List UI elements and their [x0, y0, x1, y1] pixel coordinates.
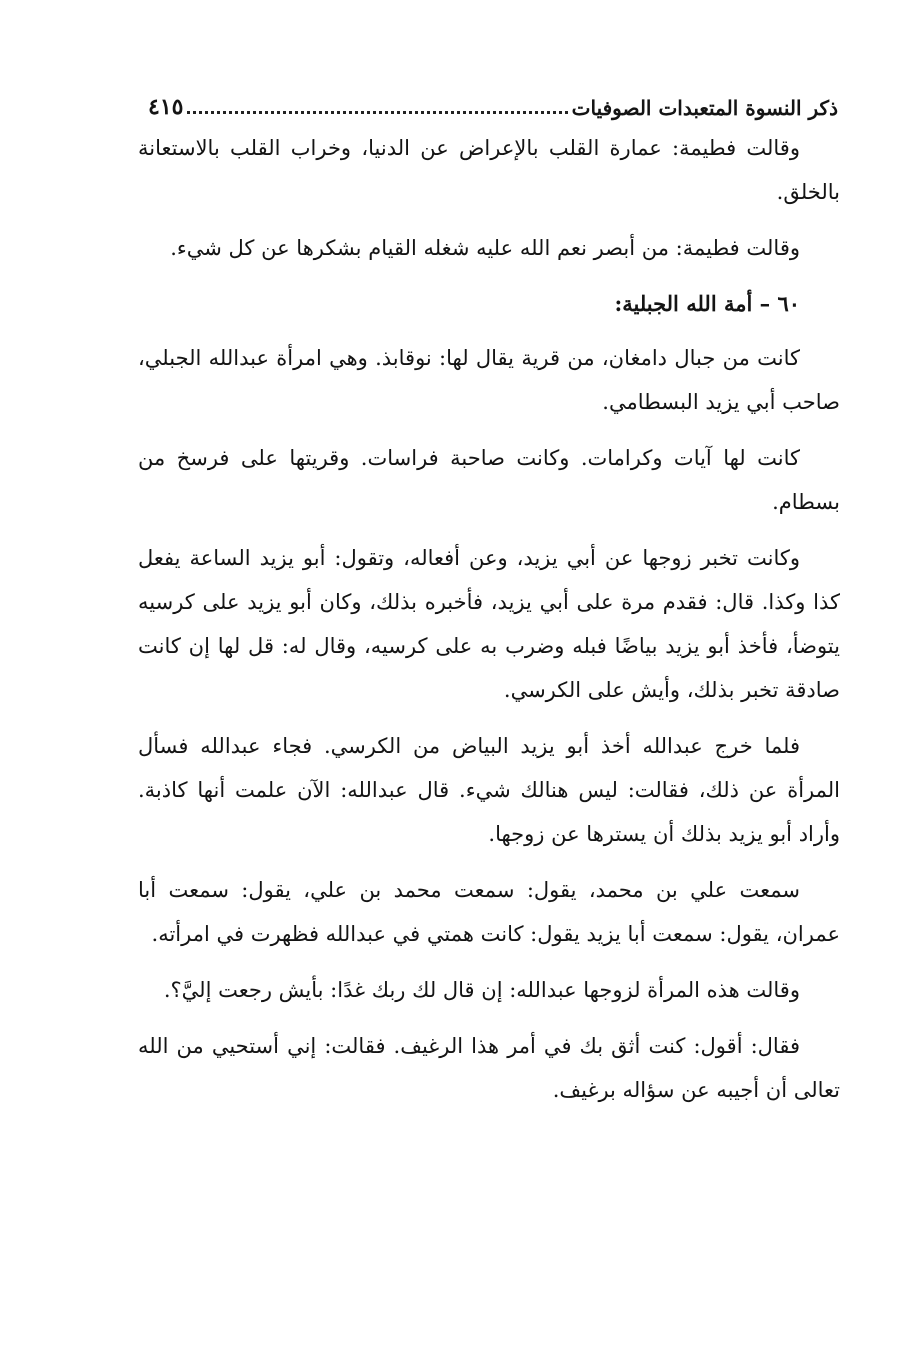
paragraph: كانت لها آيات وكرامات. وكانت صاحبة فراسات. وقريتها على فرسخ من بسطام.	[138, 446, 840, 514]
running-title: ذكر النسوة المتعبدات الصوفيات	[571, 96, 838, 120]
paragraph: وقالت فطيمة: من أبصر نعم الله عليه شغله القيام بشكرها عن كل شيء.	[170, 236, 800, 260]
page-body	[138, 126, 840, 1124]
running-header	[148, 80, 838, 120]
paragraph: فقال: أقول: كنت أثق بك في أمر هذا الرغيف. فقالت: إني أستحيي من الله تعالى أن أجيبه عن سؤاله برغيف.	[138, 1034, 840, 1102]
paragraph: وكانت تخبر زوجها عن أبي يزيد، وعن أفعاله، وتقول: أبو يزيد الساعة يفعل كذا وكذا. قال: فقدم مرة على أبي يزيد، فأخبره بذلك، وكان أبو يزيد على كرسيه يتوضأ، فأخذ أبو يزيد بياضًا فبله وضرب به على كرسيه، وقال له: قل لها إن كانت صادقة تخبر بذلك، وأيش على الكرسي.	[138, 546, 840, 702]
section-heading: ٦٠ – أمة الله الجبلية:	[614, 291, 800, 316]
paragraph: كانت من جبال دامغان، من قرية يقال لها: نوقابذ. وهي امرأة عبدالله الجبلي، صاحب أبي يزيد البسطامي.	[138, 346, 840, 414]
leader-dots	[187, 110, 567, 114]
page-number: ٤١٥	[148, 94, 184, 120]
paragraph: فلما خرج عبدالله أخذ أبو يزيد البياض من الكرسي. فجاء عبدالله فسأل المرأة عن ذلك، فقالت: ليس هنالك شيء. قال عبدالله: الآن علمت أنها كاذبة. وأراد أبو يزيد بذلك أن يسترها عن زوجها.	[138, 734, 840, 846]
paragraph: وقالت هذه المرأة لزوجها عبدالله: إن قال لك ربك غدًا: بأيش رجعت إليَّ؟.	[163, 978, 800, 1002]
paragraph: سمعت علي بن محمد، يقول: سمعت محمد بن علي، يقول: سمعت أبا عمران، يقول: سمعت أبا يزيد يقول: كانت همتي في عبدالله فظهرت في امرأته.	[138, 878, 840, 946]
paragraph: وقالت فطيمة: عمارة القلب بالإعراض عن الدنيا، وخراب القلب بالاستعانة بالخلق.	[138, 136, 840, 204]
